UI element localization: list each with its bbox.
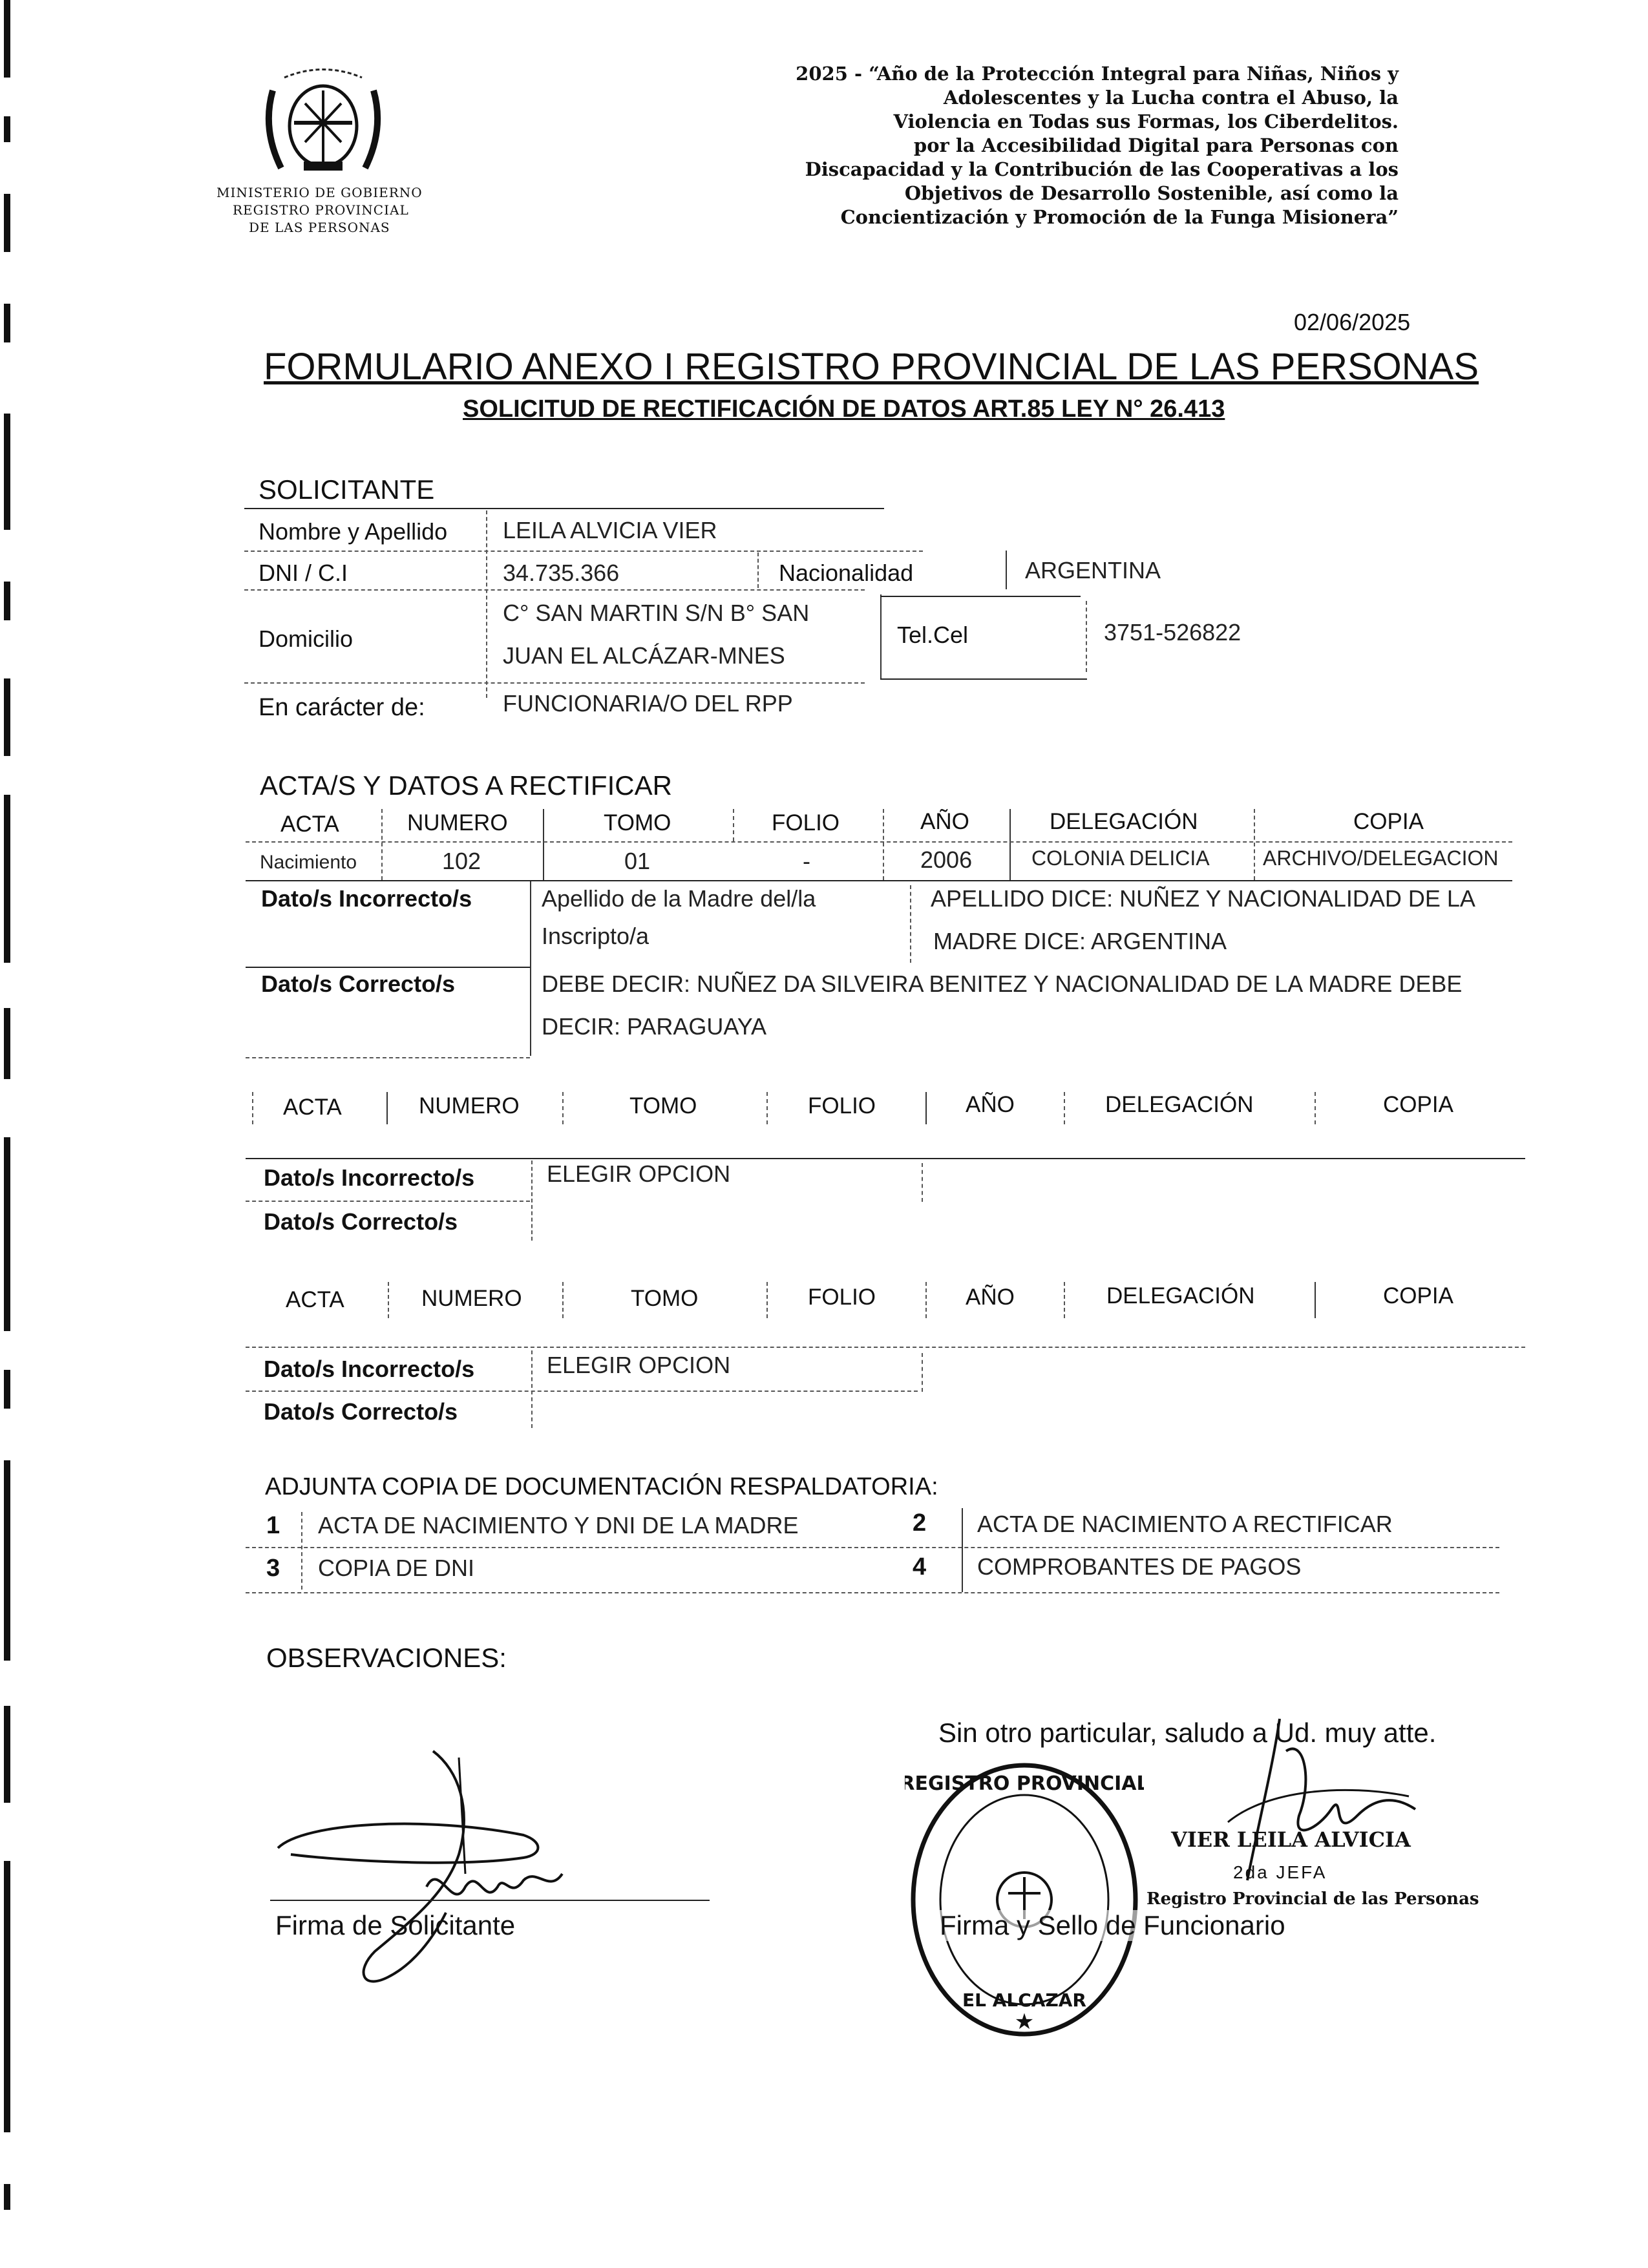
form-title: FORMULARIO ANEXO I REGISTRO PROVINCIAL DE LAS PERSONAS: [264, 346, 1479, 388]
adjunta-item-4: COMPROBANTES DE PAGOS: [977, 1553, 1302, 1580]
col-anio: AÑO: [966, 1092, 1015, 1117]
divider: [246, 1158, 1525, 1159]
divider: [733, 809, 734, 841]
stamp-inner-text: EL ALCAZAR: [962, 1990, 1086, 2011]
divider: [880, 594, 882, 678]
correct-value-line-1: DEBE DECIR: NUÑEZ DA SILVEIRA BENITEZ Y NACIONALIDAD DE LA MADRE DEBE: [542, 971, 1463, 997]
divider: [530, 881, 531, 1056]
stamp-top-text: REGISTRO PROVINCIAL: [905, 1772, 1144, 1795]
col-acta: ACTA: [283, 1095, 342, 1120]
col-folio: FOLIO: [808, 1285, 876, 1310]
divider: [244, 551, 923, 552]
divider: [1315, 1092, 1316, 1124]
adjunta-num-1: 1: [266, 1512, 280, 1539]
elegir-opcion-select[interactable]: ELEGIR OPCION: [547, 1160, 731, 1187]
divider: [244, 589, 865, 591]
row1-acta: Nacimiento: [260, 852, 357, 873]
incorrect-value-line-1: APELLIDO DICE: NUÑEZ Y NACIONALIDAD DE LA: [931, 885, 1475, 912]
divider: [925, 1282, 927, 1318]
divider: [1064, 1282, 1065, 1318]
divider: [486, 510, 487, 698]
col-acta: ACTA: [280, 812, 339, 837]
row1-delegacion: COLONIA DELICIA: [1031, 846, 1210, 870]
adjunta-item-3: COPIA DE DNI: [318, 1555, 475, 1581]
adjunta-item-1: ACTA DE NACIMIENTO Y DNI DE LA MADRE: [318, 1512, 799, 1538]
firma-solicitante-label: Firma de Solicitante: [275, 1910, 516, 1940]
row1-numero: 102: [442, 848, 481, 874]
correct-label: Dato/s Correcto/s: [261, 971, 456, 997]
divider: [1254, 809, 1255, 880]
name-label: Nombre y Apellido: [259, 518, 448, 545]
elegir-opcion-select[interactable]: ELEGIR OPCION: [547, 1352, 731, 1378]
col-anio: AÑO: [966, 1285, 1015, 1310]
domicilio-label: Domicilio: [259, 625, 354, 652]
col-copia: COPIA: [1383, 1092, 1453, 1117]
divider: [757, 552, 759, 588]
tel-label: Tel.Cel: [897, 622, 969, 648]
correct-value-line-2: DECIR: PARAGUAYA: [542, 1013, 767, 1040]
divider: [246, 1592, 1499, 1593]
dni-label: DNI / C.I: [259, 560, 348, 586]
official-name: VIER LEILA ALVICIA: [1171, 1827, 1411, 1852]
incorrect-value-line-2: MADRE DICE: ARGENTINA: [933, 928, 1227, 954]
divider: [925, 1092, 927, 1124]
col-acta: ACTA: [286, 1287, 344, 1312]
divider: [301, 1512, 302, 1590]
adjunta-item-2: ACTA DE NACIMIENTO A RECTIFICAR: [977, 1511, 1393, 1537]
divider: [386, 1092, 388, 1124]
divider: [246, 1547, 1499, 1548]
divider: [1086, 601, 1087, 672]
incorrect-label: Dato/s Incorrecto/s: [264, 1356, 475, 1382]
motto-line: por la Accesibilidad Digital para Personas con: [913, 134, 1399, 156]
coat-of-arms-logo: [259, 65, 388, 181]
col-numero: NUMERO: [421, 1286, 522, 1311]
signature-line: [270, 1900, 710, 1901]
domicilio-line-1: C° SAN MARTIN S/N B° SAN: [503, 600, 810, 626]
svg-text:★: ★: [1014, 2010, 1035, 2034]
observaciones-heading: OBSERVACIONES:: [266, 1643, 507, 1673]
divider: [922, 1163, 923, 1202]
official-office: Registro Provincial de las Personas: [1146, 1889, 1479, 1909]
divider: [1006, 551, 1007, 589]
motto-line: 2025 - “Año de la Protección Integral para Niñas, Niños y: [796, 63, 1399, 85]
col-tomo: TOMO: [631, 1286, 699, 1311]
form-subtitle: SOLICITUD DE RECTIFICACIÓN DE DATOS ART.85 LEY N° 26.413: [463, 395, 1225, 423]
firma-funcionario-label: Firma y Sello de Funcionario: [940, 1910, 1285, 1940]
motto-line: Objetivos de Desarrollo Sostenible, así como la: [904, 182, 1399, 204]
divider: [388, 1282, 389, 1318]
divider: [880, 678, 1087, 680]
row1-anio: 2006: [920, 846, 973, 873]
row1-tomo: 01: [624, 848, 651, 874]
divider: [531, 1160, 533, 1241]
dni-value: 34.735.366: [503, 560, 620, 586]
divider: [246, 1201, 530, 1202]
divider: [244, 508, 884, 509]
incorrect-field-line-2: Inscripto/a: [542, 923, 650, 949]
motto-line: Discapacidad y la Contribución de las Cooperativas a los: [805, 158, 1399, 180]
delegation-stamp: [905, 1758, 1144, 2042]
divider: [1009, 809, 1011, 880]
col-delegacion: DELEGACIÓN: [1106, 1283, 1255, 1308]
divider: [246, 841, 1512, 843]
motto-block: [796, 62, 1399, 229]
ministry-line-1: MINISTERIO DE GOBIERNO: [217, 185, 423, 200]
col-copia: COPIA: [1383, 1283, 1453, 1308]
col-numero: NUMERO: [407, 810, 508, 835]
document-date: 02/06/2025: [1294, 309, 1411, 335]
divider: [246, 1391, 918, 1392]
col-copia: COPIA: [1353, 809, 1424, 834]
divider: [880, 596, 1081, 597]
divider: [883, 809, 884, 880]
correct-label: Dato/s Correcto/s: [264, 1398, 458, 1425]
scan-edge: [0, 0, 14, 2268]
col-folio: FOLIO: [808, 1093, 876, 1118]
divider: [246, 880, 1512, 881]
nacionalidad-value: ARGENTINA: [1025, 557, 1161, 583]
motto-line: Violencia en Todas sus Formas, los Ciberdelitos.: [893, 110, 1399, 132]
divider: [962, 1508, 963, 1592]
tel-value: 3751-526822: [1104, 619, 1241, 646]
divider: [922, 1353, 923, 1392]
col-anio: AÑO: [920, 809, 969, 834]
incorrect-field-line-1: Apellido de la Madre del/la: [542, 885, 816, 912]
col-numero: NUMERO: [419, 1093, 520, 1118]
divider: [246, 967, 530, 968]
divider: [246, 1347, 1525, 1348]
domicilio-line-2: JUAN EL ALCÁZAR-MNES: [503, 642, 785, 669]
row1-copia: ARCHIVO/DELEGACION: [1263, 846, 1499, 870]
divider: [381, 809, 383, 880]
applicant-signature: [265, 1745, 627, 2003]
col-delegacion: DELEGACIÓN: [1050, 809, 1198, 834]
divider: [562, 1092, 564, 1124]
divider: [252, 1092, 253, 1124]
row1-folio: -: [803, 848, 810, 874]
col-tomo: TOMO: [629, 1093, 697, 1118]
closing-text: Sin otro particular, saludo a Ud. muy atte.: [938, 1717, 1437, 1748]
correct-label: Dato/s Correcto/s: [264, 1208, 458, 1235]
adjunta-heading: ADJUNTA COPIA DE DOCUMENTACIÓN RESPALDATORIA:: [265, 1473, 938, 1500]
adjunta-num-3: 3: [266, 1555, 280, 1582]
motto-line: Concientización y Promoción de la Funga Misionera”: [840, 206, 1399, 228]
divider: [1064, 1092, 1065, 1124]
official-role: 2da JEFA: [1233, 1862, 1327, 1882]
divider: [246, 1057, 530, 1058]
ministry-line-2: REGISTRO PROVINCIAL: [233, 202, 409, 218]
col-folio: FOLIO: [772, 810, 840, 835]
divider: [1315, 1282, 1316, 1318]
caracter-value: FUNCIONARIA/O DEL RPP: [503, 690, 793, 717]
name-value: LEILA ALVICIA VIER: [503, 517, 717, 543]
incorrect-label: Dato/s Incorrecto/s: [261, 885, 472, 912]
divider: [766, 1282, 768, 1318]
col-tomo: TOMO: [604, 810, 671, 835]
divider: [562, 1282, 564, 1318]
caracter-label: En carácter de:: [259, 694, 425, 721]
motto-line: Adolescentes y la Lucha contra el Abuso, la: [943, 87, 1399, 109]
adjunta-num-2: 2: [913, 1509, 927, 1537]
solicitante-heading: SOLICITANTE: [259, 474, 435, 505]
ministry-line-3: DE LAS PERSONAS: [249, 220, 390, 235]
adjunta-num-4: 4: [913, 1553, 927, 1580]
divider: [910, 885, 911, 963]
divider: [543, 809, 544, 880]
divider: [531, 1350, 533, 1428]
divider: [244, 682, 865, 684]
divider: [766, 1092, 768, 1124]
actas-heading: ACTA/S Y DATOS A RECTIFICAR: [260, 770, 672, 801]
col-delegacion: DELEGACIÓN: [1105, 1092, 1254, 1117]
incorrect-label: Dato/s Incorrecto/s: [264, 1164, 475, 1191]
nacionalidad-label: Nacionalidad: [779, 560, 914, 586]
